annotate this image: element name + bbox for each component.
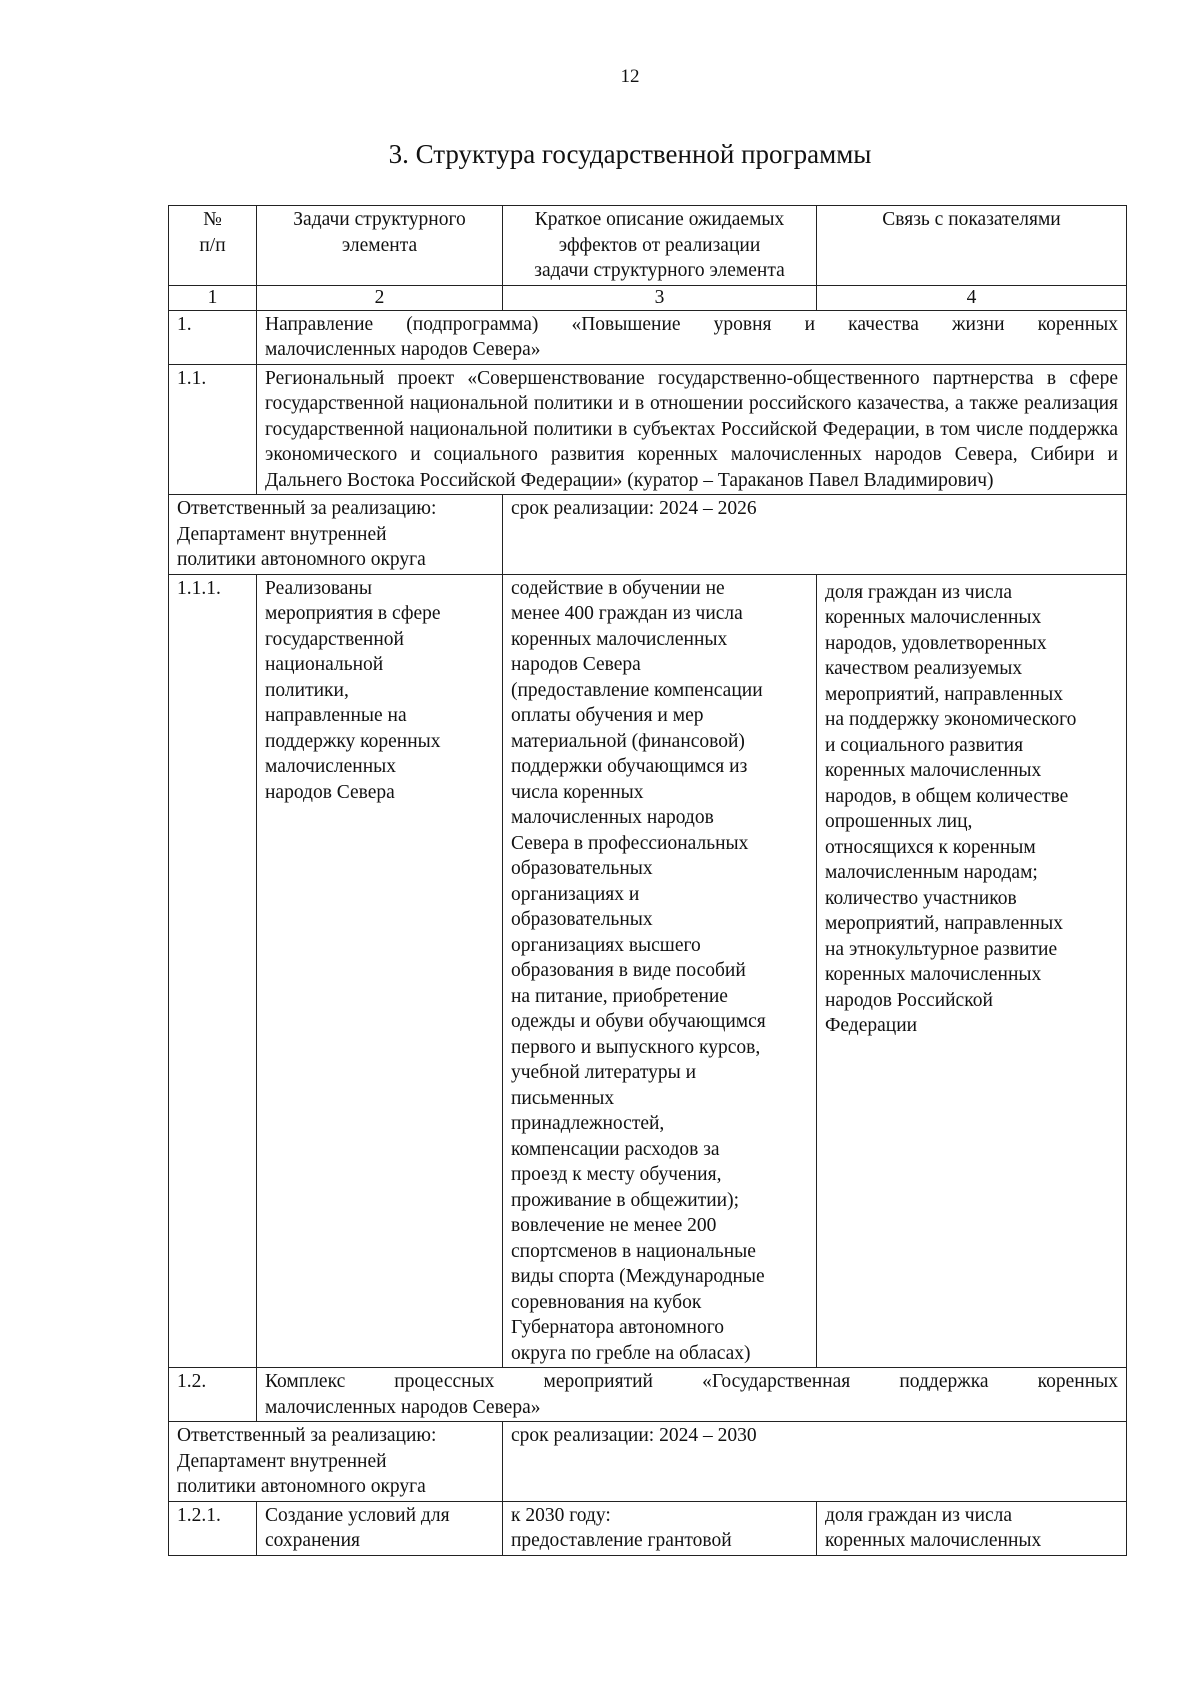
table-row [169, 574, 1127, 1368]
row-text [257, 310, 1127, 364]
column-number-row [169, 285, 1127, 310]
term-cell: срок реализации: 2024 – 2030 [503, 1422, 1127, 1502]
task-cell: Создание условий для сохранения [257, 1501, 503, 1555]
row-number: 1.1. [169, 364, 257, 495]
header-effect: Краткое описание ожидаемых эффектов от реализации задачи структурного элемента [503, 206, 817, 286]
task-cell: Реализованы мероприятия в сфере государственной национальной политики, направленные на поддержку коренных малочисленных народов Севера [257, 574, 503, 1368]
table-row [169, 1422, 1127, 1502]
term-cell: срок реализации: 2024 – 2026 [503, 495, 1127, 575]
table-row [169, 310, 1127, 364]
header-number: № п/п [169, 206, 257, 286]
effect-cell: к 2030 году: предоставление грантовой [503, 1501, 817, 1555]
table-row [169, 1368, 1127, 1422]
effect-cell: содействие в обучении не менее 400 граждан из числа коренных малочисленных народов Севера (предоставление компенсации оплаты обучения и мер материальной (финансовой) поддержки обучающимся из числа коренных малочисленных народов Севера в профессиональных образовательных организациях и образовательных организациях высшего образования в виде пособий на питание, приобретение одежды и обуви обучающимся первого и выпускного курсов, учебной литературы и письменных принадлежностей, компенсации расходов за проезд к месту обучения, проживание в общежитии); вовлечение не менее 200 спортсменов в национальные виды спорта (Международные соревнования на кубок Губернатора автономного округа по гребле на обласах) [503, 574, 817, 1368]
row-number: 1.2. [169, 1368, 257, 1422]
section-title: 3. Структура государственной программы [388, 139, 872, 169]
row-text-line: Направление (подпрограмма) «Повышение уровня и качества жизни коренных [265, 313, 1118, 335]
row-text-line: малочисленных народов Севера» [265, 339, 541, 360]
header-task: Задачи структурного элемента [257, 206, 503, 286]
row-number: 1.2.1. [169, 1501, 257, 1555]
program-structure-table [168, 205, 1127, 1556]
page-number: 12 [620, 66, 640, 87]
row-text [257, 1368, 1127, 1422]
column-number: 1 [169, 285, 257, 310]
column-number: 3 [503, 285, 817, 310]
table-row [169, 1501, 1127, 1555]
responsible-cell: Ответственный за реализацию: Департамент внутренней политики автономного округа [169, 1422, 503, 1502]
row-text-line: Комплекс процессных мероприятий «Государственная поддержка коренных [265, 1371, 1118, 1392]
indicators-cell: доля граждан из числа коренных малочисленных народов, удовлетворенных качеством реализуемых мероприятий, направленных на поддержку экономического и социального развития коренных малочисленных народов, в общем количестве опрошенных лиц, относящихся к коренным малочисленным народам; количество участников мероприятий, направленных на этнокультурное развитие коренных малочисленных народов Российской Федерации [817, 574, 1127, 1368]
responsible-cell: Ответственный за реализацию: Департамент внутренней политики автономного округа [169, 495, 503, 575]
column-number: 4 [817, 285, 1127, 310]
table-row [169, 364, 1127, 495]
indicators-cell: доля граждан из числа коренных малочисленных [817, 1501, 1127, 1555]
row-text: Региональный проект «Совершенствование государственно-общественного партнерства в сфере государственной национальной политики и в отношении российского казачества, а также реализация государственной национальной политики в субъектах Российской Федерации, в том числе поддержка экономического и социального развития коренных малочисленных народов Севера, Сибири и Дальнего Востока Российской Федерации» (куратор – Тараканов Павел Владимирович) [257, 364, 1127, 495]
column-number: 2 [257, 285, 503, 310]
row-text-line: малочисленных народов Севера» [265, 1396, 541, 1418]
table-header-row [169, 206, 1127, 286]
header-indicators: Связь с показателями [817, 206, 1127, 286]
row-number: 1.1.1. [169, 574, 257, 1368]
row-number: 1. [169, 310, 257, 364]
table-row [169, 495, 1127, 575]
